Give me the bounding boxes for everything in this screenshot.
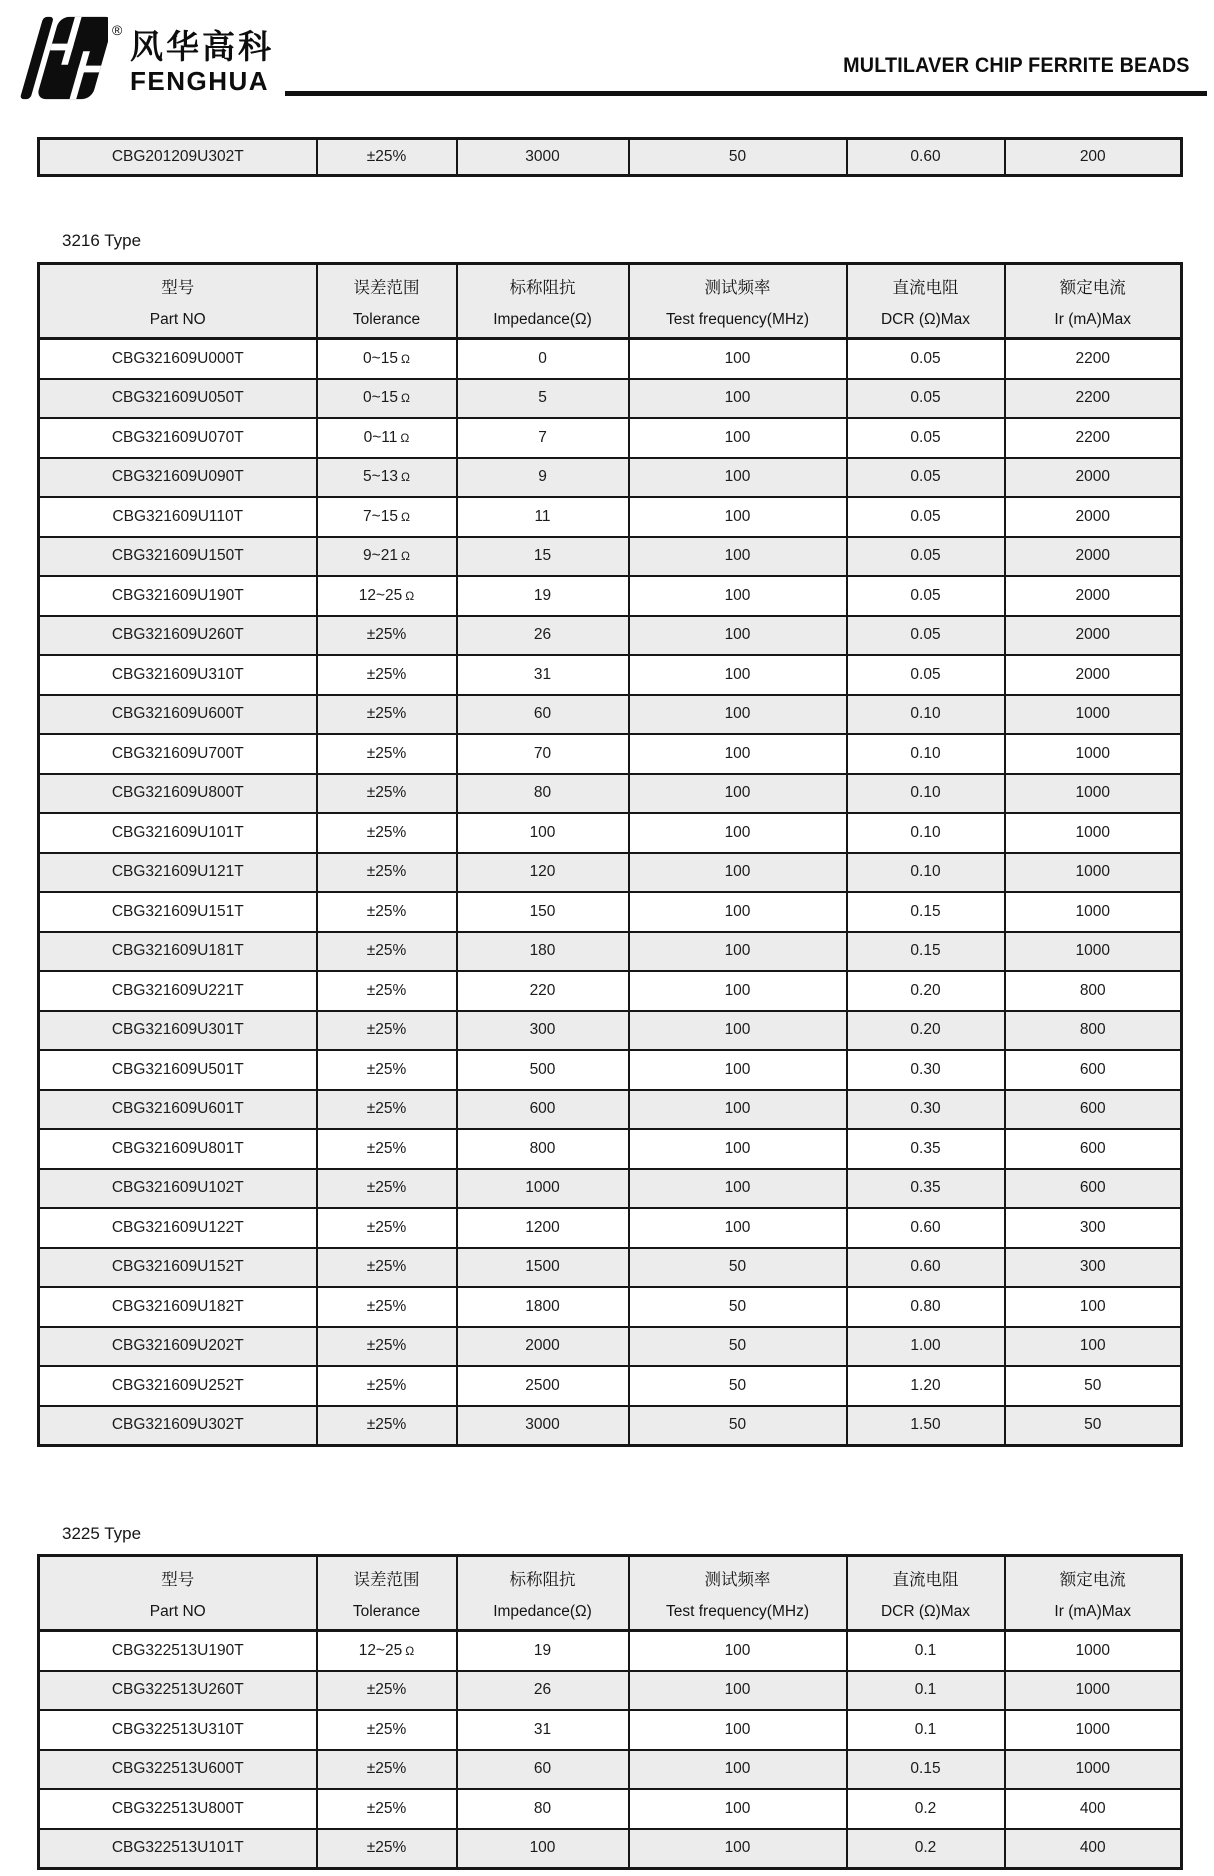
cell-dcr: 0.10: [847, 695, 1005, 735]
header-row: [39, 1556, 1182, 1631]
cell-impedance: 150: [457, 892, 629, 932]
cell-dcr: 0.60: [847, 1248, 1005, 1288]
cell-part-no: CBG321609U301T: [39, 1011, 317, 1051]
cell-rated-current: 1000: [1005, 1710, 1182, 1750]
col-header-tolerance: 误差范围 Tolerance: [317, 264, 457, 339]
cell-tolerance: ±25%: [317, 1169, 457, 1209]
cell-part-no: CBG322513U190T: [39, 1631, 317, 1671]
cell-part-no: CBG321609U122T: [39, 1208, 317, 1248]
cell-tolerance: ±25%: [317, 1287, 457, 1327]
table-row: [39, 1406, 1182, 1446]
cell-rated-current: 1000: [1005, 774, 1182, 814]
cell-tolerance: 0~11 Ω: [317, 418, 457, 458]
cell-rated-current: 1000: [1005, 813, 1182, 853]
cell-part-no: CBG321609U181T: [39, 932, 317, 972]
cell-rated-current: 2200: [1005, 339, 1182, 379]
cell-dcr: 0.80: [847, 1287, 1005, 1327]
cell-rated-current: 2000: [1005, 537, 1182, 577]
cell-dcr: 0.10: [847, 774, 1005, 814]
cell-part-no: CBG201209U302T: [39, 139, 317, 176]
table-row: [39, 971, 1182, 1011]
cell-impedance: 80: [457, 774, 629, 814]
cell-part-no: CBG321609U150T: [39, 537, 317, 577]
table-row: [39, 1327, 1182, 1367]
cell-test-frequency: 100: [629, 1050, 847, 1090]
cell-tolerance: ±25%: [317, 1050, 457, 1090]
cell-tolerance: ±25%: [317, 695, 457, 735]
spec-table-3216: [37, 262, 1183, 1447]
col-header-impedance: 标称阻抗 Impedance(Ω): [457, 264, 629, 339]
table-row: [39, 418, 1182, 458]
table-row: [39, 932, 1182, 972]
table-row: [39, 616, 1182, 656]
cell-part-no: CBG321609U070T: [39, 418, 317, 458]
cell-dcr: 0.20: [847, 1011, 1005, 1051]
cell-dcr: 0.2: [847, 1829, 1005, 1869]
cell-tolerance: ±25%: [317, 1129, 457, 1169]
fenghua-logo-icon: [20, 14, 108, 102]
cell-tolerance: ±25%: [317, 1789, 457, 1829]
cell-part-no: CBG321609U221T: [39, 971, 317, 1011]
table-row: [39, 813, 1182, 853]
cell-dcr: 0.20: [847, 971, 1005, 1011]
col-header-part-no: 型号 Part NO: [39, 264, 317, 339]
table-row: [39, 1710, 1182, 1750]
cell-impedance: 220: [457, 971, 629, 1011]
cell-tolerance: ±25%: [317, 1366, 457, 1406]
cell-tolerance: ±25%: [317, 932, 457, 972]
cell-part-no: CBG321609U601T: [39, 1090, 317, 1130]
cell-tolerance: ±25%: [317, 1011, 457, 1051]
cell-part-no: CBG321609U121T: [39, 853, 317, 893]
cell-part-no: CBG321609U310T: [39, 655, 317, 695]
cell-rated-current: 2000: [1005, 458, 1182, 498]
table-row: [39, 1631, 1182, 1671]
cell-rated-current: 2200: [1005, 418, 1182, 458]
cell-impedance: 31: [457, 655, 629, 695]
spec-table-3225-body: [39, 1631, 1182, 1869]
cell-part-no: CBG322513U310T: [39, 1710, 317, 1750]
cell-impedance: 1800: [457, 1287, 629, 1327]
cell-rated-current: 600: [1005, 1090, 1182, 1130]
logo-text-en: FENGHUA: [130, 66, 270, 96]
cell-impedance: 19: [457, 576, 629, 616]
cell-rated-current: 400: [1005, 1829, 1182, 1869]
cell-impedance: 26: [457, 1671, 629, 1711]
cell-test-frequency: 50: [629, 139, 847, 176]
table-row: [39, 1248, 1182, 1288]
cell-dcr: 0.60: [847, 139, 1005, 176]
cell-impedance: 7: [457, 418, 629, 458]
table-row: [39, 1090, 1182, 1130]
cell-tolerance: 12~25 Ω: [317, 576, 457, 616]
cell-tolerance: ±25%: [317, 655, 457, 695]
cell-impedance: 180: [457, 932, 629, 972]
cell-dcr: 0.35: [847, 1129, 1005, 1169]
cell-test-frequency: 100: [629, 892, 847, 932]
cell-tolerance: ±25%: [317, 971, 457, 1011]
cell-test-frequency: 100: [629, 497, 847, 537]
table-row: [39, 1050, 1182, 1090]
cell-test-frequency: 100: [629, 339, 847, 379]
cell-rated-current: 100: [1005, 1287, 1182, 1327]
section-label-3225: 3225 Type: [62, 1524, 142, 1543]
cell-dcr: 0.05: [847, 458, 1005, 498]
table-row: [39, 734, 1182, 774]
cell-test-frequency: 100: [629, 932, 847, 972]
cell-dcr: 1.50: [847, 1406, 1005, 1446]
cell-dcr: 0.05: [847, 616, 1005, 656]
cell-dcr: 0.60: [847, 1208, 1005, 1248]
cell-tolerance: ±25%: [317, 1248, 457, 1288]
table-row: [39, 1789, 1182, 1829]
cell-impedance: 2500: [457, 1366, 629, 1406]
cell-tolerance: ±25%: [317, 734, 457, 774]
table-row: [39, 1750, 1182, 1790]
cell-rated-current: 2000: [1005, 655, 1182, 695]
cell-tolerance: 0~15 Ω: [317, 339, 457, 379]
cell-rated-current: 2000: [1005, 576, 1182, 616]
cell-part-no: CBG321609U182T: [39, 1287, 317, 1327]
cell-test-frequency: 100: [629, 1750, 847, 1790]
cell-part-no: CBG321609U050T: [39, 379, 317, 419]
cell-rated-current: 300: [1005, 1248, 1182, 1288]
cell-test-frequency: 100: [629, 853, 847, 893]
cell-part-no: CBG321609U110T: [39, 497, 317, 537]
cell-part-no: CBG321609U600T: [39, 695, 317, 735]
cell-tolerance: ±25%: [317, 1710, 457, 1750]
cell-rated-current: 800: [1005, 1011, 1182, 1051]
cell-part-no: CBG321609U302T: [39, 1406, 317, 1446]
cell-tolerance: ±25%: [317, 892, 457, 932]
cell-dcr: 0.15: [847, 892, 1005, 932]
table-row: [39, 1671, 1182, 1711]
cell-impedance: 5: [457, 379, 629, 419]
cell-rated-current: 300: [1005, 1208, 1182, 1248]
cell-dcr: 0.05: [847, 537, 1005, 577]
cell-impedance: 26: [457, 616, 629, 656]
col-header-tolerance: 误差范围 Tolerance: [317, 1556, 457, 1631]
cell-tolerance: ±25%: [317, 1829, 457, 1869]
cell-test-frequency: 100: [629, 576, 847, 616]
cell-part-no: CBG321609U090T: [39, 458, 317, 498]
spec-table-3216-head: [39, 264, 1182, 339]
cell-part-no: CBG321609U151T: [39, 892, 317, 932]
cell-part-no: CBG321609U152T: [39, 1248, 317, 1288]
table-row: [39, 1011, 1182, 1051]
cell-impedance: 300: [457, 1011, 629, 1051]
cell-rated-current: 600: [1005, 1129, 1182, 1169]
cell-dcr: 0.10: [847, 734, 1005, 774]
cell-rated-current: 2000: [1005, 616, 1182, 656]
cell-test-frequency: 100: [629, 655, 847, 695]
cell-impedance: 15: [457, 537, 629, 577]
table-row: [39, 1169, 1182, 1209]
cell-dcr: 0.05: [847, 497, 1005, 537]
cell-test-frequency: 50: [629, 1287, 847, 1327]
table-row: [39, 458, 1182, 498]
table-row: [39, 892, 1182, 932]
col-header-test-frequency: 测试频率 Test frequency(MHz): [629, 264, 847, 339]
cell-impedance: 11: [457, 497, 629, 537]
cell-part-no: CBG321609U101T: [39, 813, 317, 853]
cell-test-frequency: 100: [629, 813, 847, 853]
cell-test-frequency: 100: [629, 1829, 847, 1869]
cell-rated-current: 1000: [1005, 734, 1182, 774]
cell-dcr: 0.1: [847, 1631, 1005, 1671]
cell-part-no: CBG322513U800T: [39, 1789, 317, 1829]
cell-part-no: CBG321609U252T: [39, 1366, 317, 1406]
cell-tolerance: ±25%: [317, 1750, 457, 1790]
cell-test-frequency: 100: [629, 537, 847, 577]
cell-part-no: CBG322513U600T: [39, 1750, 317, 1790]
cell-impedance: 70: [457, 734, 629, 774]
col-header-rated-current: 额定电流 Ir (mA)Max: [1005, 264, 1182, 339]
col-header-dcr: 直流电阻 DCR (Ω)Max: [847, 264, 1005, 339]
table-row: [39, 1208, 1182, 1248]
cell-impedance: 60: [457, 695, 629, 735]
table-row: [39, 1366, 1182, 1406]
cell-rated-current: 50: [1005, 1406, 1182, 1446]
cell-part-no: CBG321609U700T: [39, 734, 317, 774]
cell-dcr: 0.10: [847, 813, 1005, 853]
top-spec-table: [37, 137, 1183, 177]
cell-tolerance: 0~15 Ω: [317, 379, 457, 419]
cell-test-frequency: 100: [629, 1208, 847, 1248]
cell-tolerance: ±25%: [317, 1406, 457, 1446]
cell-impedance: 500: [457, 1050, 629, 1090]
cell-impedance: 3000: [457, 139, 629, 176]
cell-tolerance: ±25%: [317, 1671, 457, 1711]
cell-test-frequency: 100: [629, 418, 847, 458]
cell-rated-current: 1000: [1005, 695, 1182, 735]
cell-part-no: CBG321609U190T: [39, 576, 317, 616]
cell-tolerance: ±25%: [317, 853, 457, 893]
spec-table-3225: [37, 1554, 1183, 1870]
cell-test-frequency: 100: [629, 1011, 847, 1051]
cell-dcr: 0.15: [847, 1750, 1005, 1790]
cell-test-frequency: 50: [629, 1366, 847, 1406]
cell-tolerance: ±25%: [317, 616, 457, 656]
cell-test-frequency: 100: [629, 1169, 847, 1209]
cell-test-frequency: 100: [629, 616, 847, 656]
cell-dcr: 0.10: [847, 853, 1005, 893]
cell-rated-current: 800: [1005, 971, 1182, 1011]
table-row: [39, 139, 1182, 176]
cell-dcr: 0.30: [847, 1090, 1005, 1130]
cell-rated-current: 600: [1005, 1169, 1182, 1209]
cell-tolerance: 9~21 Ω: [317, 537, 457, 577]
cell-dcr: 0.1: [847, 1671, 1005, 1711]
table-row: [39, 1129, 1182, 1169]
col-header-test-frequency: 测试频率 Test frequency(MHz): [629, 1556, 847, 1631]
table-row: [39, 576, 1182, 616]
top-spec-table-body: [39, 139, 1182, 176]
cell-impedance: 3000: [457, 1406, 629, 1446]
cell-impedance: 120: [457, 853, 629, 893]
cell-part-no: CBG321609U501T: [39, 1050, 317, 1090]
cell-dcr: 0.05: [847, 379, 1005, 419]
cell-test-frequency: 100: [629, 1671, 847, 1711]
cell-impedance: 1500: [457, 1248, 629, 1288]
cell-impedance: 1200: [457, 1208, 629, 1248]
cell-test-frequency: 50: [629, 1406, 847, 1446]
cell-rated-current: 1000: [1005, 1750, 1182, 1790]
cell-tolerance: ±25%: [317, 1208, 457, 1248]
cell-dcr: 0.30: [847, 1050, 1005, 1090]
cell-rated-current: 2000: [1005, 497, 1182, 537]
col-header-impedance: 标称阻抗 Impedance(Ω): [457, 1556, 629, 1631]
cell-test-frequency: 100: [629, 379, 847, 419]
table-row: [39, 1829, 1182, 1869]
section-label-3216: 3216 Type: [62, 231, 142, 250]
cell-test-frequency: 100: [629, 1090, 847, 1130]
cell-rated-current: 1000: [1005, 932, 1182, 972]
cell-impedance: 600: [457, 1090, 629, 1130]
cell-impedance: 800: [457, 1129, 629, 1169]
cell-impedance: 80: [457, 1789, 629, 1829]
cell-rated-current: 400: [1005, 1789, 1182, 1829]
cell-impedance: 100: [457, 1829, 629, 1869]
cell-test-frequency: 100: [629, 1631, 847, 1671]
cell-impedance: 2000: [457, 1327, 629, 1367]
cell-test-frequency: 50: [629, 1327, 847, 1367]
cell-tolerance: ±25%: [317, 139, 457, 176]
cell-rated-current: 600: [1005, 1050, 1182, 1090]
cell-rated-current: 2200: [1005, 379, 1182, 419]
cell-tolerance: ±25%: [317, 774, 457, 814]
fenghua-logo: [20, 14, 274, 102]
logo-text-cn: 风华高科: [130, 28, 274, 65]
cell-dcr: 0.05: [847, 418, 1005, 458]
cell-dcr: 0.1: [847, 1710, 1005, 1750]
cell-tolerance: 7~15 Ω: [317, 497, 457, 537]
cell-part-no: CBG321609U801T: [39, 1129, 317, 1169]
document-title: MULTILAVER CHIP FERRITE BEADS: [843, 54, 1190, 77]
header-row: [39, 264, 1182, 339]
cell-part-no: CBG322513U260T: [39, 1671, 317, 1711]
cell-dcr: 0.05: [847, 576, 1005, 616]
cell-tolerance: 12~25 Ω: [317, 1631, 457, 1671]
cell-impedance: 100: [457, 813, 629, 853]
cell-part-no: CBG321609U202T: [39, 1327, 317, 1367]
registered-trademark-mark: ®: [112, 22, 123, 38]
cell-impedance: 31: [457, 1710, 629, 1750]
cell-tolerance: ±25%: [317, 1327, 457, 1367]
cell-rated-current: 1000: [1005, 1671, 1182, 1711]
col-header-part-no: 型号 Part NO: [39, 1556, 317, 1631]
cell-dcr: 0.05: [847, 339, 1005, 379]
cell-tolerance: ±25%: [317, 1090, 457, 1130]
cell-rated-current: 200: [1005, 139, 1182, 176]
cell-test-frequency: 50: [629, 1248, 847, 1288]
col-header-rated-current: 额定电流 Ir (mA)Max: [1005, 1556, 1182, 1631]
cell-dcr: 0.15: [847, 932, 1005, 972]
table-row: [39, 853, 1182, 893]
spec-table-3225-head: [39, 1556, 1182, 1631]
cell-dcr: 0.2: [847, 1789, 1005, 1829]
table-row: [39, 379, 1182, 419]
cell-part-no: CBG322513U101T: [39, 1829, 317, 1869]
cell-impedance: 9: [457, 458, 629, 498]
cell-rated-current: 100: [1005, 1327, 1182, 1367]
cell-test-frequency: 100: [629, 695, 847, 735]
header-rule: [285, 91, 1207, 96]
cell-dcr: 0.35: [847, 1169, 1005, 1209]
cell-impedance: 1000: [457, 1169, 629, 1209]
cell-part-no: CBG321609U260T: [39, 616, 317, 656]
cell-test-frequency: 100: [629, 1789, 847, 1829]
cell-part-no: CBG321609U102T: [39, 1169, 317, 1209]
table-row: [39, 497, 1182, 537]
cell-part-no: CBG321609U000T: [39, 339, 317, 379]
cell-tolerance: ±25%: [317, 813, 457, 853]
cell-test-frequency: 100: [629, 458, 847, 498]
cell-impedance: 0: [457, 339, 629, 379]
cell-impedance: 60: [457, 1750, 629, 1790]
cell-dcr: 1.20: [847, 1366, 1005, 1406]
cell-impedance: 19: [457, 1631, 629, 1671]
cell-rated-current: 50: [1005, 1366, 1182, 1406]
cell-test-frequency: 100: [629, 774, 847, 814]
table-row: [39, 339, 1182, 379]
table-row: [39, 655, 1182, 695]
table-row: [39, 695, 1182, 735]
cell-dcr: 0.05: [847, 655, 1005, 695]
cell-test-frequency: 100: [629, 734, 847, 774]
table-row: [39, 537, 1182, 577]
cell-test-frequency: 100: [629, 1710, 847, 1750]
cell-part-no: CBG321609U800T: [39, 774, 317, 814]
table-row: [39, 1287, 1182, 1327]
logo-text: [130, 14, 274, 94]
cell-test-frequency: 100: [629, 1129, 847, 1169]
cell-rated-current: 1000: [1005, 892, 1182, 932]
cell-dcr: 1.00: [847, 1327, 1005, 1367]
spec-table-3216-body: [39, 339, 1182, 1446]
table-row: [39, 774, 1182, 814]
cell-rated-current: 1000: [1005, 1631, 1182, 1671]
cell-tolerance: 5~13 Ω: [317, 458, 457, 498]
col-header-dcr: 直流电阻 DCR (Ω)Max: [847, 1556, 1005, 1631]
cell-test-frequency: 100: [629, 971, 847, 1011]
cell-rated-current: 1000: [1005, 853, 1182, 893]
